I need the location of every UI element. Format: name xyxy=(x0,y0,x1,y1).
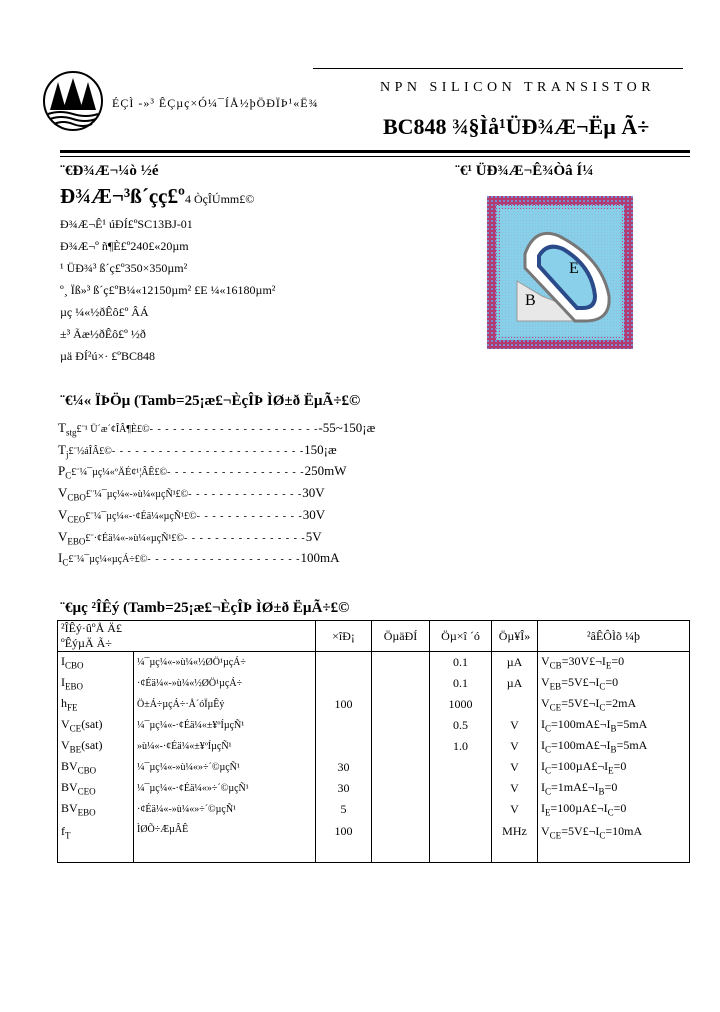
limit-leader: - - - - - - - - - - - - - - - xyxy=(188,489,303,501)
param-symbol-subscript: CEO xyxy=(77,786,96,797)
condition-subscript: C xyxy=(545,765,552,776)
param-symbol-subscript: EBO xyxy=(77,807,96,818)
base-label: B xyxy=(525,292,536,309)
limit-value: 5V xyxy=(305,528,322,544)
unit-value xyxy=(492,694,538,715)
min-value: 30 xyxy=(316,778,372,799)
typ-value xyxy=(372,673,430,694)
table-header-row xyxy=(58,621,690,652)
unit-value: V xyxy=(492,757,538,778)
limit-value: 150¡æ xyxy=(304,441,337,457)
header-cell-spacer xyxy=(134,621,316,652)
test-condition: $V_{CE}=5V£\neg I_C=10mA$ xyxy=(538,820,690,863)
condition-subscript: C xyxy=(599,702,606,713)
param-symbol: $BV_{CEO}$ xyxy=(61,780,96,797)
limit-description: £¨¼¯µç¼«µçÁ÷£© xyxy=(68,554,148,566)
param-description: ¼¯µç¼«-»ù¼«½ØÖ¹µçÁ÷ xyxy=(134,652,316,674)
limit-row xyxy=(58,485,325,503)
condition-subscript: C xyxy=(599,681,606,692)
header-cell: ²âÊÔÌõ ¼þ xyxy=(538,621,690,652)
typ-value xyxy=(372,778,430,799)
unit-value: µA xyxy=(492,673,538,694)
chip-info-line: ¹ ÜÐ¾³ ß´ç£º350×350µm² xyxy=(60,261,188,275)
table-row xyxy=(58,694,690,715)
limit-symbol: $V_{CEO}$ xyxy=(58,506,86,525)
min-value: 100 xyxy=(316,820,372,863)
limit-symbol-subscript: C xyxy=(65,470,72,481)
test-condition: $I_E=100\mu A£\neg I_C=0$ xyxy=(538,799,690,820)
param-symbol: $V_{BE}(sat)$ xyxy=(61,738,103,755)
table-row xyxy=(58,778,690,799)
limit-symbol: $T_j$ xyxy=(58,441,69,460)
max-value: 0.1 xyxy=(430,673,492,694)
limit-leader: - - - - - - - - - - - - - - xyxy=(196,510,303,522)
condition-subscript: E xyxy=(605,660,612,671)
condition-subscript: C xyxy=(545,723,552,734)
table-row xyxy=(58,715,690,736)
limit-description: £¨¼¯µç¼«ºÄÉ¢¹¦ÂÊ£© xyxy=(71,467,168,479)
condition-subscript: C xyxy=(545,744,552,755)
condition-subscript: C xyxy=(545,786,552,797)
diagram-section-title: ¨€¹ ÜÐ¾Æ¬Ê¾Òâ Í¼ xyxy=(455,163,594,179)
table-row xyxy=(58,757,690,778)
param-symbol-cell xyxy=(58,799,134,820)
param-symbol-subscript: T xyxy=(65,830,71,841)
limit-symbol-subscript: stg xyxy=(65,427,77,438)
param-description: ¼¯µç¼«-·¢Éä¼«»÷´©µçÑ¹ xyxy=(134,778,316,799)
max-value xyxy=(430,820,492,863)
limit-value: 30V xyxy=(302,506,326,522)
doc-title: BC848 ¾§Ìå¹ÜÐ¾Æ¬Ëµ Ã÷ xyxy=(383,114,650,139)
param-symbol-cell xyxy=(58,694,134,715)
test-condition: $I_C=1mA£\neg I_B=0$ xyxy=(538,778,690,799)
limit-symbol: $P_C$ xyxy=(58,463,72,481)
condition-subscript: CE xyxy=(549,702,562,713)
limit-description: £¨¼¯µç¼«-»ù¼«µçÑ¹£© xyxy=(85,489,189,501)
param-symbol-cell xyxy=(58,736,134,757)
param-symbol: $I_{EBO}$ xyxy=(61,675,83,692)
max-value xyxy=(430,799,492,820)
header-rule-top xyxy=(313,68,683,69)
param-symbol-cell xyxy=(58,778,134,799)
chip-size-heading xyxy=(60,184,254,209)
header-cell-param: ²ÎÊý·ûºÅ Ä£ ºÊýµÄ Ã÷ xyxy=(58,621,134,652)
param-symbol-subscript: CBO xyxy=(65,660,84,671)
unit-value: V xyxy=(492,799,538,820)
chip-info-line: Ð¾Æ¬Ê¹ úÐÍ£ºSC13BJ-01 xyxy=(60,217,193,231)
param-symbol: $BV_{EBO}$ xyxy=(61,801,96,818)
emitter-label: E xyxy=(569,260,579,277)
header-cell: ×îÐ¡ xyxy=(316,621,372,652)
limit-symbol: $V_{CBO}$ xyxy=(58,485,86,503)
chip-section-title: ¨€Ð¾Æ¬¼ò ½é xyxy=(60,163,159,179)
limit-leader: - - - - - - - - - - - - - - - - - - - - xyxy=(147,554,301,566)
chip-size-label: Ð¾Æ¬³ß´çç£º xyxy=(60,184,185,208)
param-description: »ù¼«-·¢Éä¼«±¥ºÍµçÑ¹ xyxy=(134,736,316,757)
limit-row xyxy=(58,529,322,547)
limit-description: £¨¹ Ü´æ´¢ÎÂ¶È£© xyxy=(76,424,150,435)
header-rule-thin xyxy=(60,156,690,157)
condition-subscript: B xyxy=(610,723,617,734)
test-condition: $V_{CB}=30V£\neg I_E=0$ xyxy=(538,652,690,674)
param-description: Ö±Á÷µçÁ÷·Å´óÏµÊý xyxy=(134,694,316,715)
limit-row xyxy=(58,550,340,568)
param-symbol: $V_{CE}(sat)$ xyxy=(61,717,103,734)
table-row xyxy=(58,820,690,863)
condition-subscript: CE xyxy=(549,830,562,841)
typ-value xyxy=(372,757,430,778)
param-symbol-cell xyxy=(58,673,134,694)
max-value: 0.5 xyxy=(430,715,492,736)
max-value: 1000 xyxy=(430,694,492,715)
param-symbol: $BV_{CBO}$ xyxy=(61,759,97,776)
limit-leader: - - - - - - - - - - - - - - - - - - - - - - xyxy=(149,424,319,435)
param-symbol-cell xyxy=(58,820,134,863)
test-condition: $I_C=100\mu A£\neg I_E=0$ xyxy=(538,757,690,778)
limit-description: £¨½áÎÂ£© xyxy=(68,445,112,457)
chip-info-line: µç ¼«½ðÊô£º ÂÁ xyxy=(60,305,149,319)
limit-description: £¨·¢Éä¼«-»ù¼«µçÑ¹£© xyxy=(85,532,184,544)
test-condition: $I_C=100mA£\neg I_B=5mA$ xyxy=(538,715,690,736)
param-symbol-cell xyxy=(58,715,134,736)
electrical-table xyxy=(57,620,690,863)
condition-subscript: C xyxy=(599,830,606,841)
limit-row xyxy=(58,463,346,481)
param-description: ·¢Éä¼«-»ù¼«»÷´©µçÑ¹ xyxy=(134,799,316,820)
limit-row xyxy=(58,442,337,460)
limit-symbol: $V_{EBO}$ xyxy=(58,528,86,547)
min-value: 5 xyxy=(316,799,372,820)
limit-symbol-subscript: EBO xyxy=(67,536,86,547)
doc-subtitle: NPN SILICON TRANSISTOR xyxy=(380,80,656,95)
unit-value: MHz xyxy=(492,820,538,863)
header-cell: ÖµäÐÍ xyxy=(372,621,430,652)
header-cell: Öµ×î ´ó xyxy=(430,621,492,652)
chip-size-extra: 4 ÒçÎÚmm£© xyxy=(184,192,255,206)
test-condition: $V_{CE}=5V£\neg I_C=2mA$ xyxy=(538,694,690,715)
min-value xyxy=(316,673,372,694)
param-symbol: $I_{CBO}$ xyxy=(61,654,84,671)
chip-info-line: µä ÐÍ²ú×· £ºBC848 xyxy=(60,349,155,363)
min-value: 100 xyxy=(316,694,372,715)
table-row xyxy=(58,652,690,674)
limit-symbol-subscript: CBO xyxy=(67,492,86,503)
table-row xyxy=(58,673,690,694)
limit-symbol: $I_C$ xyxy=(58,550,69,568)
table-row xyxy=(58,736,690,757)
param-symbol-subscript: FE xyxy=(67,702,78,713)
test-condition: $V_{EB}=5V£\neg I_C=0$ xyxy=(538,673,690,694)
limit-leader: - - - - - - - - - - - - - - - - xyxy=(183,532,306,544)
limit-value: 30V xyxy=(302,485,325,501)
unit-value: V xyxy=(492,715,538,736)
param-symbol: $f_T$ xyxy=(61,824,71,841)
typ-value xyxy=(372,715,430,736)
param-symbol-cell xyxy=(58,757,134,778)
limit-leader: - - - - - - - - - - - - - - - - - - - - - - - - - xyxy=(111,445,305,457)
limit-value: 100mA xyxy=(300,550,340,566)
unit-value: V xyxy=(492,736,538,757)
param-symbol-subscript: BE xyxy=(69,744,82,755)
limit-value: 250mW xyxy=(304,463,347,479)
company-logo-icon xyxy=(42,70,104,132)
unit-value: µA xyxy=(492,652,538,674)
param-description: ¼¯µç¼«-·¢Éä¼«±¥ºÍµçÑ¹ xyxy=(134,715,316,736)
chip-info-line: Ð¾Æ¬º ñ¶È£º240£«20µm xyxy=(60,239,189,253)
min-value: 30 xyxy=(316,757,372,778)
param-symbol-subscript: EBO xyxy=(65,681,83,692)
condition-subscript: E xyxy=(608,765,614,776)
electrical-section-title: ¨€µç ²ÎÊý (Tamb=25¡æ£¬ÈçÎÞ ÌØ±ð ËµÃ÷£© xyxy=(60,600,350,616)
param-symbol-cell xyxy=(58,652,134,674)
min-value xyxy=(316,652,372,674)
typ-value xyxy=(372,652,430,674)
typ-value xyxy=(372,820,430,863)
header-cell: Öµ¥Î» xyxy=(492,621,538,652)
param-description: ÌØÕ÷ÆµÂÊ xyxy=(134,820,316,863)
typ-value xyxy=(372,694,430,715)
table-row xyxy=(58,799,690,820)
unit-value: V xyxy=(492,778,538,799)
condition-subscript: B xyxy=(598,786,605,797)
die-layout-diagram xyxy=(487,196,633,349)
condition-subscript: B xyxy=(610,744,617,755)
condition-subscript: E xyxy=(545,807,551,818)
chip-info-line: ±³ Ãæ½ðÊô£º ½ð xyxy=(60,327,146,341)
limit-leader: - - - - - - - - - - - - - - - - - - xyxy=(167,467,305,479)
test-condition: $I_C=100mA£\neg I_B=5mA$ xyxy=(538,736,690,757)
param-description: ·¢Éä¼«-»ù¼«½ØÖ¹µçÁ÷ xyxy=(134,673,316,694)
limit-value: -55~150¡æ xyxy=(318,420,376,435)
limit-description: £¨¼¯µç¼«-·¢Éä¼«µçÑ¹£© xyxy=(85,510,197,522)
typ-value xyxy=(372,736,430,757)
limit-symbol-subscript: C xyxy=(62,557,69,568)
limit-row xyxy=(58,507,325,525)
max-value xyxy=(430,757,492,778)
max-value: 0.1 xyxy=(430,652,492,674)
condition-subscript: CB xyxy=(549,660,562,671)
limit-symbol: $T_{stg}$ xyxy=(58,420,77,438)
chip-info-line: º¸ Ïß»³ ß´ç£ºB¼«12150µm² £E ¼«16180µm² xyxy=(60,283,276,297)
company-name: ÉÇÌ -»³ ÊÇµç×Ó¼¯ÍÅ½þÖÐÏÞ¹«Ë¾ xyxy=(112,96,319,110)
limit-row xyxy=(58,420,375,438)
condition-subscript: EB xyxy=(549,681,562,692)
header-rule-bottom xyxy=(60,150,690,153)
limit-symbol-subscript: CEO xyxy=(67,514,86,525)
param-symbol-subscript: CBO xyxy=(77,765,97,776)
limit-symbol-subscript: j xyxy=(65,449,69,460)
min-value xyxy=(316,736,372,757)
limits-section-title: ¨€¼« ÏÞÖµ (Tamb=25¡æ£¬ÈçÎÞ ÌØ±ð ËµÃ÷£© xyxy=(60,393,361,409)
param-symbol: $h_{FE}$ xyxy=(61,696,78,713)
min-value xyxy=(316,715,372,736)
max-value xyxy=(430,778,492,799)
param-symbol-subscript: CE xyxy=(69,723,82,734)
max-value: 1.0 xyxy=(430,736,492,757)
condition-subscript: C xyxy=(607,807,614,818)
param-description: ¼¯µç¼«-»ù¼«»÷´©µçÑ¹ xyxy=(134,757,316,778)
typ-value xyxy=(372,799,430,820)
